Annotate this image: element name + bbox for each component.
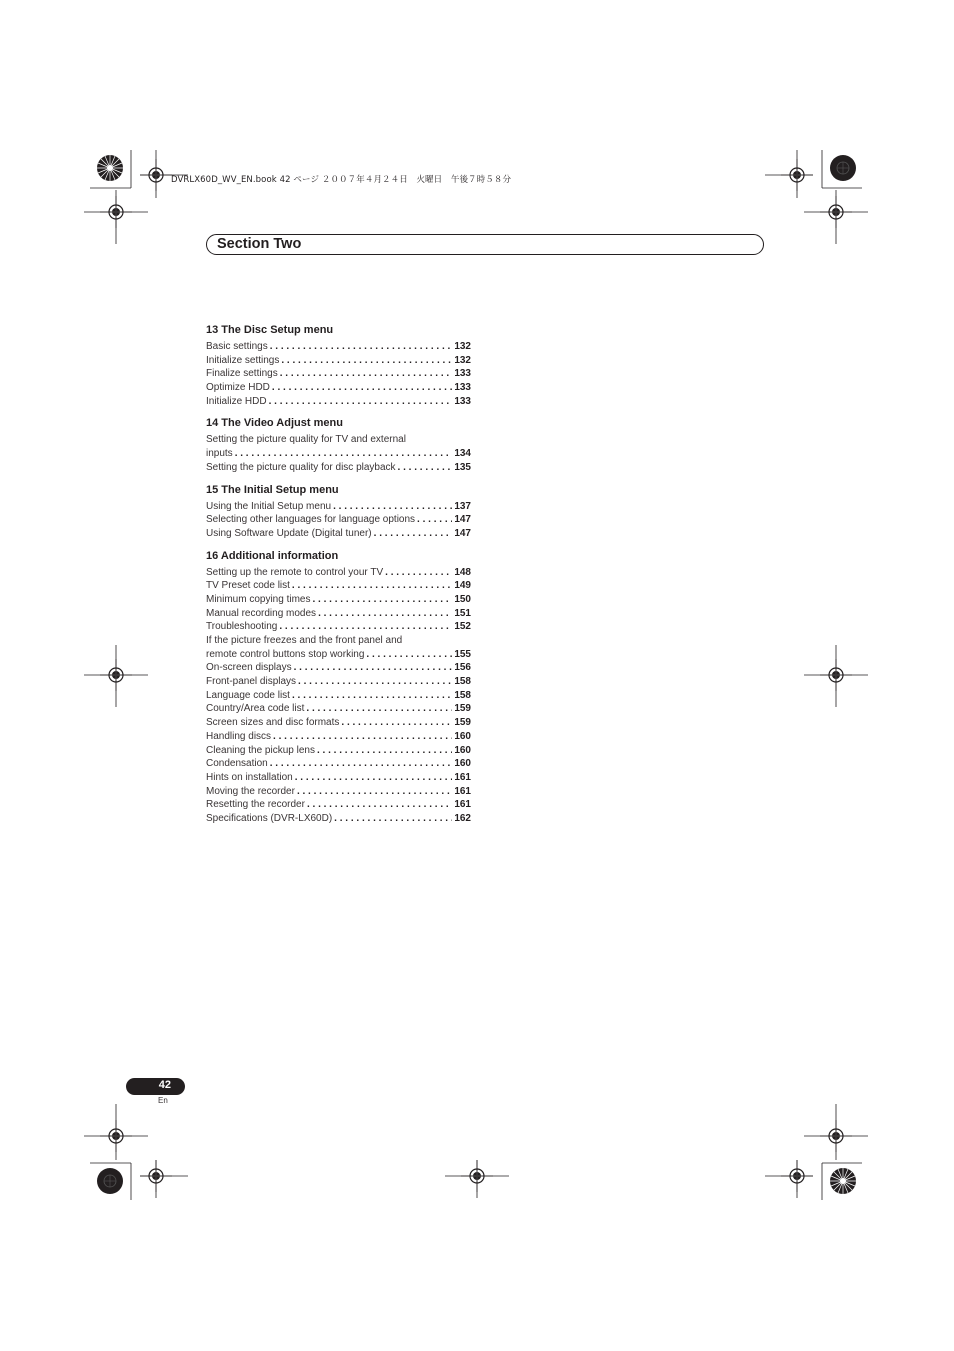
toc-entry-label: Manual recording modes — [206, 607, 317, 619]
toc-dot-leader — [270, 340, 453, 354]
toc-dot-leader — [374, 527, 453, 541]
toc-dot-leader — [279, 620, 452, 634]
toc-entry-label: Using the Initial Setup menu — [206, 500, 332, 512]
toc-entry[interactable] — [206, 500, 471, 514]
toc-entry[interactable] — [206, 702, 471, 716]
toc-entry-page: 147 — [454, 514, 471, 526]
toc-entry[interactable] — [206, 447, 471, 461]
toc-entry[interactable] — [206, 757, 471, 771]
toc-dot-leader — [298, 675, 452, 689]
toc-entry[interactable] — [206, 689, 471, 703]
toc-entry-page: 155 — [454, 648, 471, 660]
toc-entry[interactable] — [206, 367, 471, 381]
toc-dot-leader — [318, 607, 452, 621]
toc-entry-page: 160 — [454, 730, 471, 742]
toc-dot-leader — [334, 812, 452, 826]
toc-entry-label: Hints on installation — [206, 771, 293, 783]
toc-entry-label: Troubleshooting — [206, 621, 278, 633]
toc-entry-label-line: If the picture freezes and the front panel and — [206, 635, 403, 646]
toc-entry[interactable] — [206, 771, 471, 785]
toc-entry[interactable] — [206, 566, 471, 580]
toc-dot-leader — [280, 367, 453, 381]
toc-dot-leader — [292, 579, 452, 593]
toc-entry-page: 148 — [454, 566, 471, 578]
print-header: DVRLX60D_WV_EN.book 42 ページ ２００７年４月２４日 火曜日 午後７時５８分 — [171, 175, 512, 185]
toc-dot-leader — [341, 716, 452, 730]
toc-entry[interactable] — [206, 593, 471, 607]
toc-entry-label-line: Setting the picture quality for TV and external — [206, 434, 406, 446]
toc-section — [206, 549, 471, 826]
toc-entry-page: 159 — [454, 717, 471, 729]
toc-entry-page: 152 — [454, 621, 471, 633]
toc-entry-label: Country/Area code list — [206, 703, 305, 715]
toc-entry[interactable] — [206, 785, 471, 799]
toc-dot-leader — [306, 702, 452, 716]
toc-dot-leader — [292, 689, 452, 703]
toc-entry-label: inputs — [206, 448, 233, 460]
toc-dot-leader — [269, 395, 453, 409]
toc-entry-label: Cleaning the pickup lens — [206, 744, 315, 756]
toc-entry-label: Using Software Update (Digital tuner) — [206, 527, 372, 539]
toc-entry-page: 150 — [454, 593, 471, 605]
toc-entry-label: Basic settings — [206, 341, 268, 352]
toc-entry-label: Minimum copying times — [206, 593, 311, 605]
toc-entry-label: Language code list — [206, 689, 290, 701]
toc-entry-page: 160 — [454, 744, 471, 756]
toc-section — [206, 323, 471, 408]
toc-section — [206, 416, 471, 474]
section-title-bar — [206, 234, 764, 255]
toc-entry[interactable] — [206, 744, 471, 758]
toc-entry-page: 151 — [454, 607, 471, 619]
toc-entry-page: 158 — [454, 676, 471, 688]
toc-dot-leader — [312, 593, 452, 607]
page-number-badge — [126, 1078, 185, 1095]
toc-section-heading: 16 Additional information — [206, 549, 339, 562]
toc-entry[interactable] — [206, 513, 471, 527]
toc-entry-page: 149 — [454, 580, 471, 592]
toc-entry-label: Screen sizes and disc formats — [206, 717, 340, 729]
toc-entry-label: Selecting other languages for language options — [206, 514, 416, 526]
toc-entry-label: Condensation — [206, 758, 268, 770]
toc-entry[interactable] — [206, 354, 471, 368]
page-language: En — [158, 1096, 168, 1105]
toc-dot-leader — [273, 730, 452, 744]
toc-dot-leader — [294, 661, 453, 675]
toc-entry[interactable] — [206, 395, 471, 409]
toc-entry-page: 135 — [454, 461, 471, 473]
toc-entry-label: On-screen displays — [206, 662, 292, 674]
toc-dot-leader — [366, 648, 452, 662]
toc-section-heading: 14 The Video Adjust menu — [206, 417, 343, 430]
toc-entry-label: Specifications (DVR-LX60D) — [206, 812, 333, 824]
toc-entry-page: 132 — [454, 354, 471, 366]
toc-dot-leader — [295, 771, 453, 785]
toc-entry-label: Finalize settings — [206, 368, 278, 380]
toc-entry-page: 134 — [454, 448, 471, 460]
toc-dot-leader — [333, 500, 452, 514]
toc-entry-page: 133 — [454, 395, 471, 407]
toc-entry-label: Setting the picture quality for disc playback — [206, 461, 396, 473]
toc-entry[interactable] — [206, 381, 471, 395]
toc-dot-leader — [297, 785, 452, 799]
toc-dot-leader — [235, 447, 453, 461]
toc-entry[interactable] — [206, 461, 471, 475]
toc-entry-label: TV Preset code list — [206, 580, 290, 592]
toc-section-heading: 13 The Disc Setup menu — [206, 324, 334, 336]
toc-entry[interactable] — [206, 661, 471, 675]
toc-entry[interactable] — [206, 812, 471, 826]
toc-entry-page: 156 — [454, 662, 471, 674]
toc-dot-leader — [307, 798, 452, 812]
toc-section — [206, 483, 471, 541]
toc-entry-page: 161 — [454, 785, 471, 797]
toc-entry-label: Initialize settings — [206, 354, 280, 366]
toc-entry[interactable] — [206, 798, 471, 812]
toc-entry-page: 147 — [454, 527, 471, 539]
toc-section-heading: 15 The Initial Setup menu — [206, 483, 339, 496]
toc-entry-page: 162 — [454, 812, 471, 824]
table-of-contents — [206, 323, 471, 834]
toc-entry[interactable] — [206, 607, 471, 621]
toc-dot-leader — [417, 513, 452, 527]
toc-dot-leader — [272, 381, 452, 395]
toc-entry-page: 161 — [454, 799, 471, 811]
toc-entry[interactable] — [206, 730, 471, 744]
toc-entry[interactable] — [206, 527, 471, 541]
toc-entry-label: Moving the recorder — [206, 785, 295, 797]
toc-entry-page: 137 — [454, 500, 471, 512]
toc-dot-leader — [281, 354, 452, 368]
toc-entry-label: Front-panel displays — [206, 676, 297, 688]
toc-entry-page: 132 — [454, 341, 471, 352]
toc-entry[interactable] — [206, 579, 471, 593]
page-number: 42 — [158, 1079, 171, 1091]
toc-entry-label: Handling discs — [206, 730, 272, 742]
section-title: Section Two — [217, 236, 302, 252]
toc-entry-page: 158 — [454, 689, 471, 701]
toc-dot-leader — [385, 566, 452, 580]
toc-entry-label: Resetting the recorder — [206, 799, 305, 811]
toc-entry-label: Initialize HDD — [206, 395, 267, 407]
toc-entry[interactable] — [206, 675, 471, 689]
toc-entry[interactable] — [206, 620, 471, 634]
toc-entry-page: 133 — [454, 368, 471, 380]
toc-entry-page: 159 — [454, 703, 471, 715]
toc-entry-page: 160 — [454, 758, 471, 770]
toc-dot-leader — [270, 757, 453, 771]
toc-entry-label: Optimize HDD — [206, 382, 270, 394]
toc-dot-leader — [398, 461, 453, 475]
toc-entry-label: remote control buttons stop working — [206, 648, 365, 660]
toc-entry[interactable] — [206, 648, 471, 662]
toc-entry-label: Setting up the remote to control your TV — [206, 566, 384, 578]
toc-entry[interactable] — [206, 716, 471, 730]
toc-entry-page: 161 — [454, 771, 471, 783]
toc-entry[interactable] — [206, 340, 471, 354]
toc-dot-leader — [317, 744, 452, 758]
toc-entry-page: 133 — [454, 382, 471, 394]
